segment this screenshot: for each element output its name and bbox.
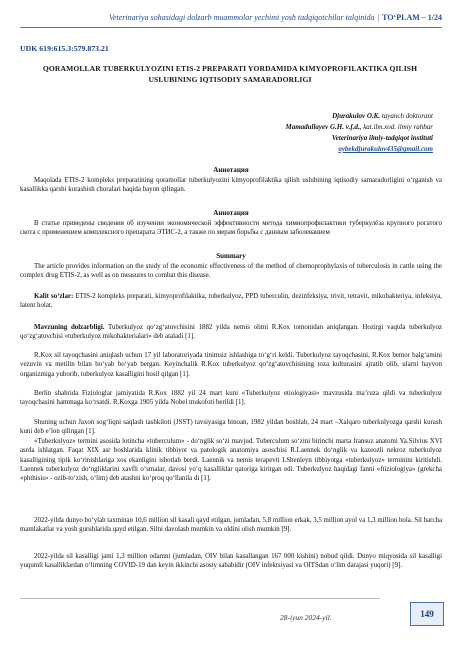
header-separator: | [377, 12, 380, 22]
author-2-role: kat.ilm.xod. ilmiy rahbar [363, 123, 433, 131]
keywords-text: ETIS-2 kompleks preparati, kimyoprofilaktika, tuberkulyoz, PPD tuberculin, dezinfeksiya, trivit, tetravit, mikobakteriya, infeksiya, latent holat. [20, 293, 442, 310]
keywords-label: Kalit so‘zlar: [34, 293, 74, 300]
annotation-uz-heading: Аннотация [213, 166, 249, 174]
publication-date: 28-iyun 2024-yil. [280, 613, 332, 622]
author-2-name: Mamadullayev G.H. v.f.d., [285, 123, 362, 131]
body-paragraph-6: 2022-yilda dunyo bo‘ylab taxminan 10,6 million sil kasali qayd etilgan, jumladan, 5,8 million erkak, 3,5 million ayol va 1,3 million bola. Sil barcha mamlakatlar va yosh guruhlarida qayd etilgan. Silni davolash mumkin va oldini olish mumkin [9]. [20, 517, 443, 534]
journal-name: Veterinariya sohasidagi dolzarb muammolar yechimi yosh tadqiqotchilar talqinida [108, 12, 375, 22]
body-paragraph-1-text: Tuberkulyoz qo‘zg‘atuvchisini 1882 yilda nemis olimi R.Kox tomonidan aniqlangan. Hozirgi vaqtda tuberkulyoz qo‘zg‘atuvchisi «tuberkulyoz mikobakterialari» deb ataladi [1]. [20, 324, 442, 341]
running-header [22, 6, 442, 28]
paper-title: QORAMOLLAR TUBERKULYOZINI ETIS-2 PREPARATI YORDAMIDA KIMYOPROFILAKTIKA QILISH USLUBINING IQTISODIY SAMARADORLIGI [42, 64, 418, 84]
email-line [338, 145, 433, 153]
annotation-uz-text: Maqolada ETIS-2 kompleks preparatining qoramollar tuberkulyozini kimyoprofilaktika qilish uslubining iqtisodiy samaradorligini o‘rganish va kasallikka qarshi kurashish choralari haqida bayon qilingan. [20, 177, 442, 194]
keywords-block [20, 292, 442, 311]
author-email-link[interactable]: oybekdjurakulov435@gmail.com [338, 145, 433, 153]
body-paragraph-1 [20, 323, 442, 342]
body-paragraph-4: Shuning uchun Jaxon sog‘liqni saqlash tashkiloti (JSST) tavsiyasiga binoan, 1982 yildan boshlab, 24 mart –Xalqaro tuberkulyozga qarshi kurash kuni deb e’lon qilingan [1]. [20, 419, 442, 436]
relevance-label: Mavzuning dolzarbligi. [34, 324, 105, 331]
udk-code: UDK 619:615.3:579.873.21 [20, 44, 109, 53]
body-paragraph-7: 2022-yilda sil kasalligi jami 1,3 million odamni (jumladan, OIV bilan kasallangan 167 000 kishini) nobud qildi. Dunyo miqyosida sil kasalligi yuqumli kasalliklardan o‘limning COVID-19 dan keyin ikkinchi asosiy sababidir (OIV infektsiyasi va OITSdan o‘lim darajasi yuqori) [9]. [20, 553, 442, 570]
annotation-ru-heading: Аннотация [213, 209, 249, 217]
annotation-ru-text: В статье приведены сведения об изучении экономической эффективности метода химиопрофилактики туберкулёза крупного рогатого скота с применением комплексного препарата ЭТИС-2, а также по мерам борьбы с данным заболеванием [20, 220, 442, 237]
author-2 [285, 123, 433, 131]
body-paragraph-5: «Tuberkulyoz» termini asosida lotincha «tuberculum» - do‘nglik so‘zi mavjud. Tuberculum so‘zini birinchi marta fransuz anatomi Ya.Silvius XVI asrda ishlatgan. Faqat XIX asr boshlarida klinik tibbiyot va patologik anatomiya asoschisi R.Laennek do‘nglik va kazeozli nekroz tuberkulyoz kasalligining tipik ko‘rinishlariga xos ekanligini isbotlab berdi. Laennik va nemis terapevti I.Shenleyn tibbiyotga «tuberkulyoz» terminini kiritishdi. Laennek tuberkulyoz do‘ngliklarini xavfli o‘smalar, davosi yo‘q kasalliklar qatoriga kiritgan edi. Tuberkulyoz haqidagi fanni «ftiziologiya» (grekcha «phthisis» - ozib-to‘zish, o‘lim) deb atashni ko‘proq qo‘llanila di [1]. [20, 438, 442, 483]
body-paragraph-3: Berlin shahrida Fiziologlar jamiyatida R.Kox 1882 yil 24 mart kuni «Tuberkulyoz etiologiyasi» mavzusida ma’ruza qildi va tuberkulyoz tayoqchasini hammaga ko‘rsatdi. R.Koxga 1905 yilda Nobel mukofoti berildi [1]. [20, 390, 442, 407]
footer-rule [20, 598, 380, 599]
institute [332, 134, 433, 142]
header-rule [20, 27, 442, 28]
author-1 [332, 112, 433, 120]
body-paragraph-2: R.Kox sil tayoqchasini aniqlash uchun 17 yil laboratoriyada tinimsiz ishlashiga to‘g‘ri keldi. Tuberkulyoz tayoqchasini, R.Kox bemor balg‘amini vezuvin va metilin bilan bo‘yab bo‘yab bergan. Keyinchalik R.Kox tuberkulyoz qo‘zg‘atuvchisining toza kulturasini ajratib olib, ularni hayvon organizmiga yuborib, tuberkulyoz kasalligini hosil qilgan [1]. [20, 352, 442, 378]
page-number: 149 [410, 602, 444, 626]
author-1-role: tayanch doktorant [381, 112, 433, 120]
author-1-name: Djurakulov O.K. [332, 112, 381, 120]
summary-text: The article provides information on the study of the economic effectiveness of the method of chemoprophylaxis of tuberculosis in cattle using the complex drug ETIS-2, as well as on measures to combat this disease. [20, 263, 442, 280]
institute-name: Veterinariya ilmiy-tadqiqot instituti [331, 134, 433, 142]
issue-label: TO‘PLAM – 1/24 [382, 12, 442, 22]
summary-heading: Summary [216, 252, 246, 260]
